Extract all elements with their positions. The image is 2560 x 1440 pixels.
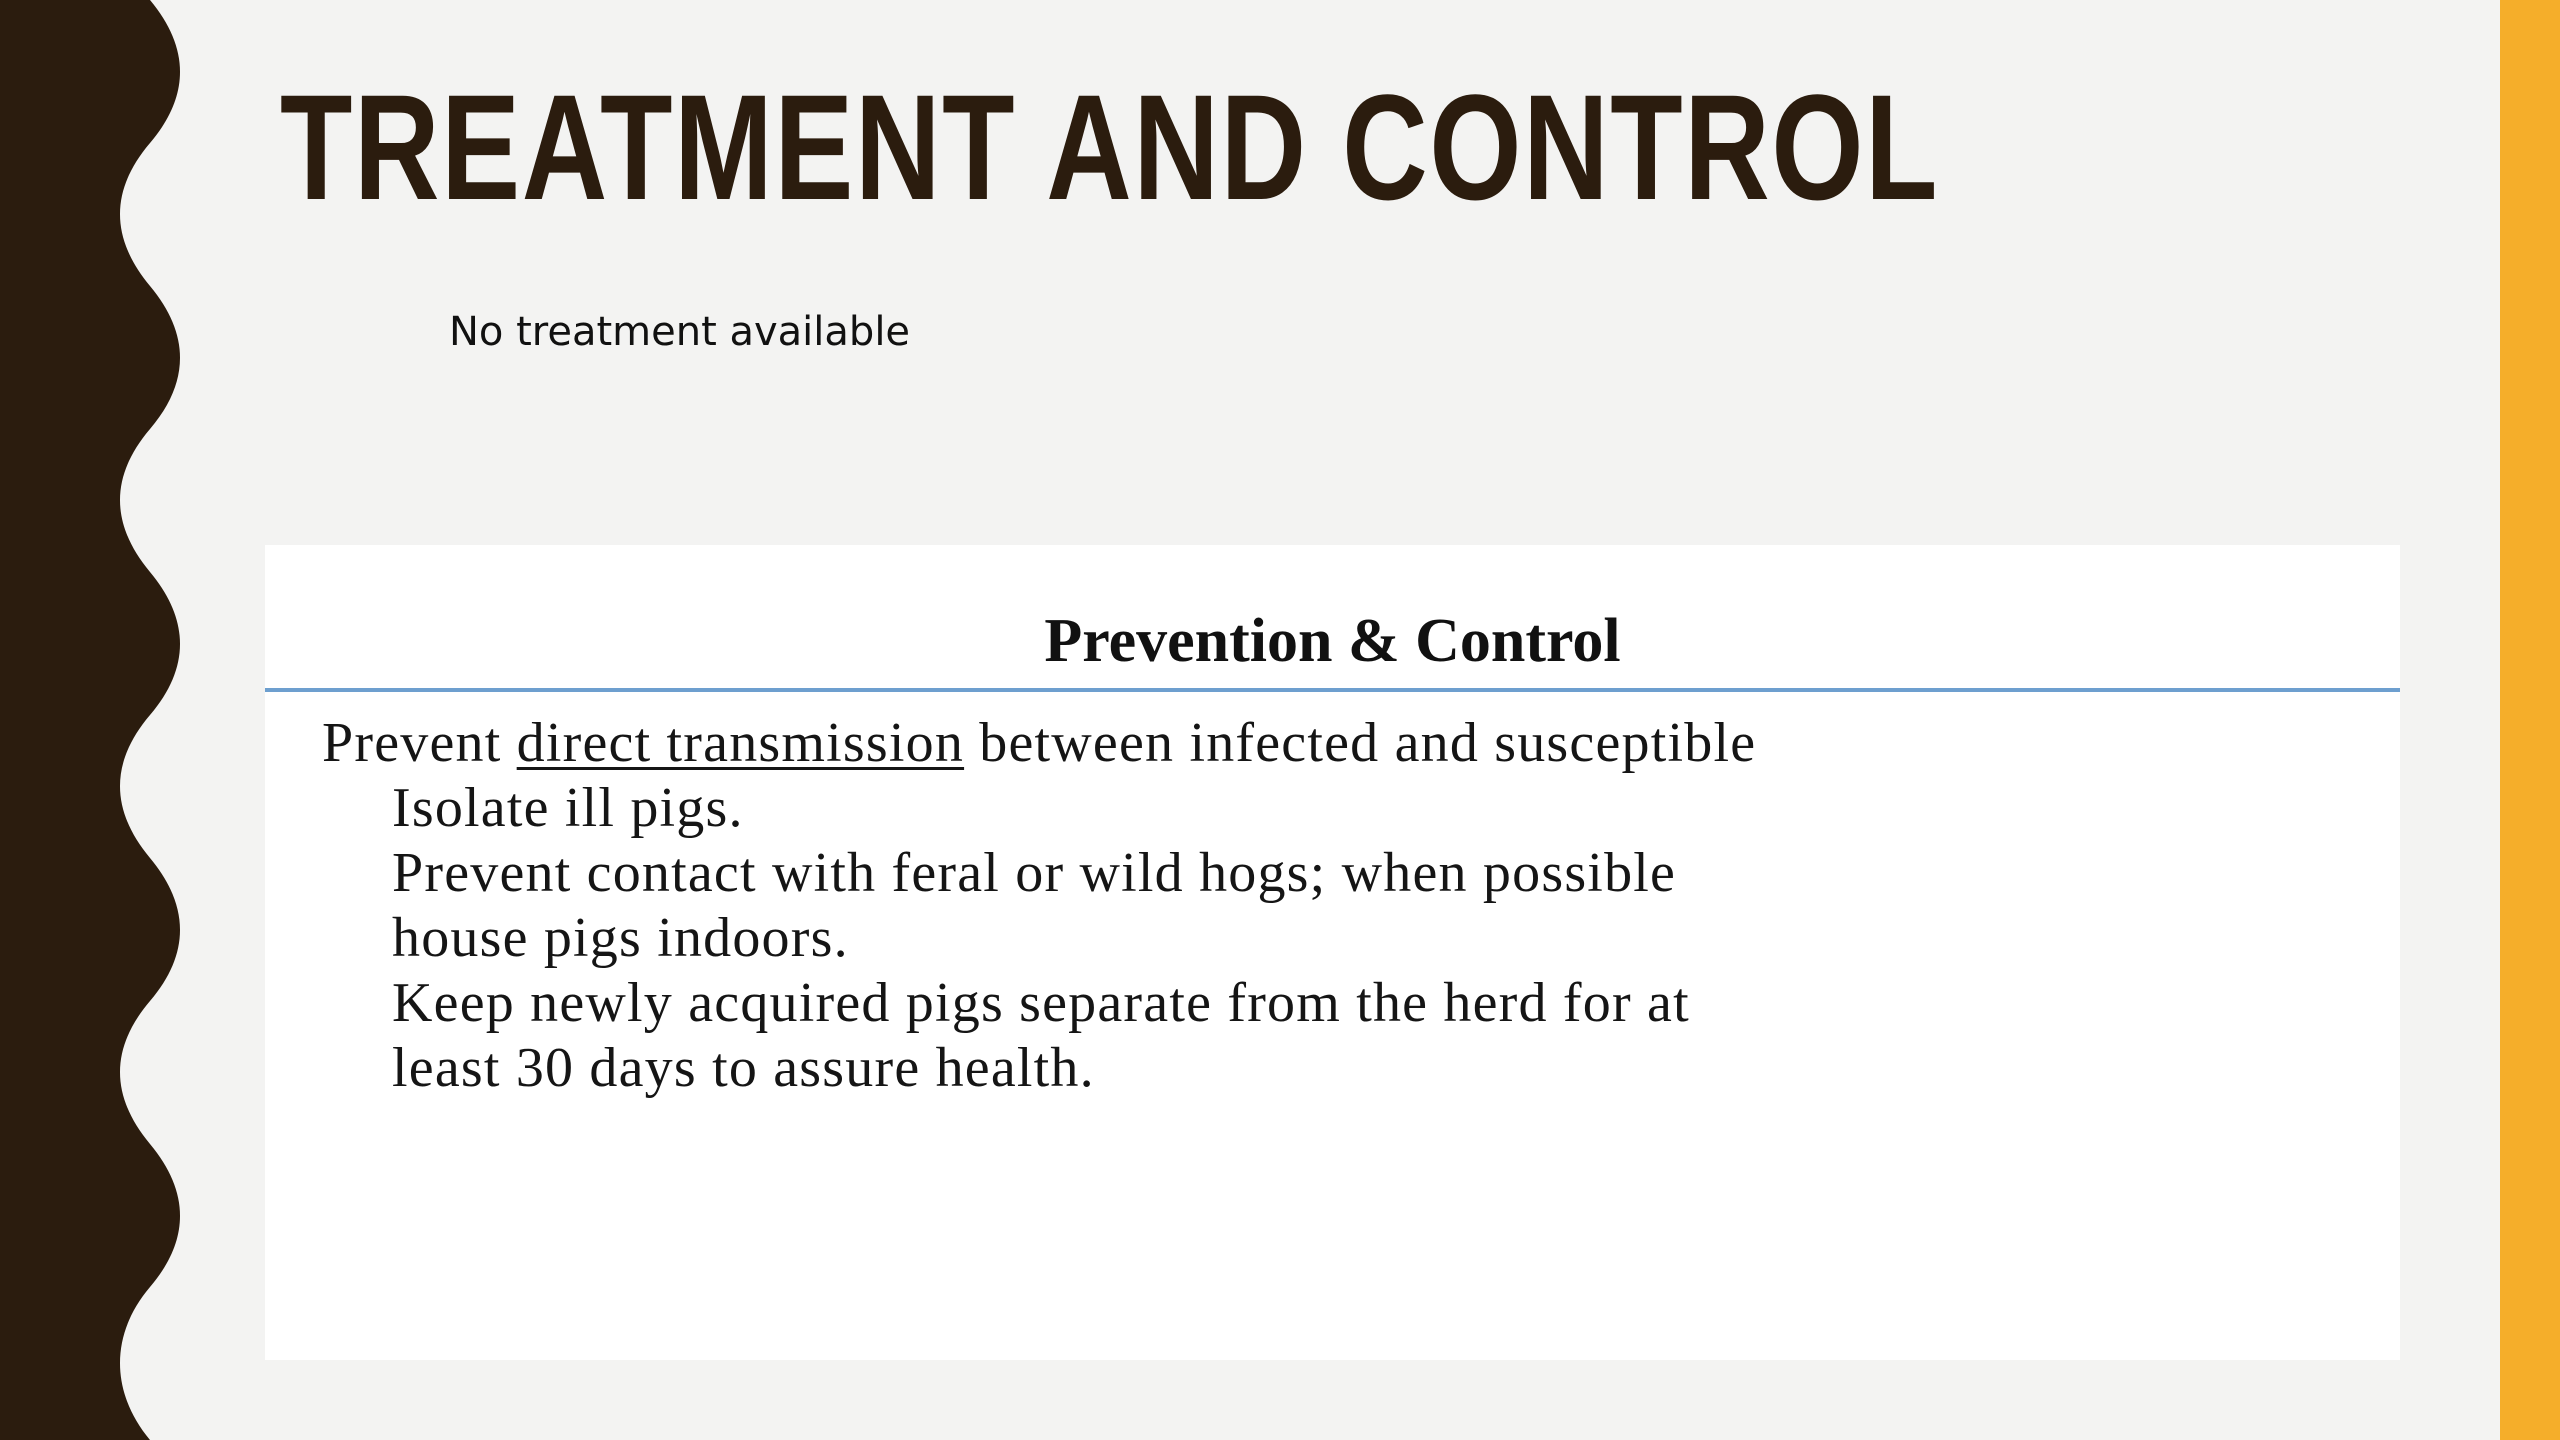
slide-subtitle: No treatment available <box>449 309 911 355</box>
panel-title: Prevention & Control <box>1044 607 1621 675</box>
intro-underlined: direct transmission <box>516 712 965 774</box>
panel-body <box>322 711 2392 1101</box>
list-item: least 30 days to assure health. <box>392 1037 1095 1099</box>
slide-title: TREATMENT AND CONTROL <box>280 63 1940 231</box>
prevention-image-panel <box>265 545 2400 1360</box>
accent-bar <box>2500 0 2560 1440</box>
intro-after: between infected and susceptible <box>979 712 1757 774</box>
list-item: Prevent contact with feral or wild hogs; when possible <box>392 842 1677 904</box>
list-item: Isolate ill pigs. <box>392 777 744 839</box>
list-item: house pigs indoors. <box>392 907 849 969</box>
decorative-wave-band <box>0 0 200 1440</box>
list-item: Keep newly acquired pigs separate from the herd for at <box>392 972 1690 1034</box>
intro-before: Prevent <box>322 712 502 774</box>
panel-divider <box>265 688 2400 692</box>
intro-line <box>322 711 2392 776</box>
